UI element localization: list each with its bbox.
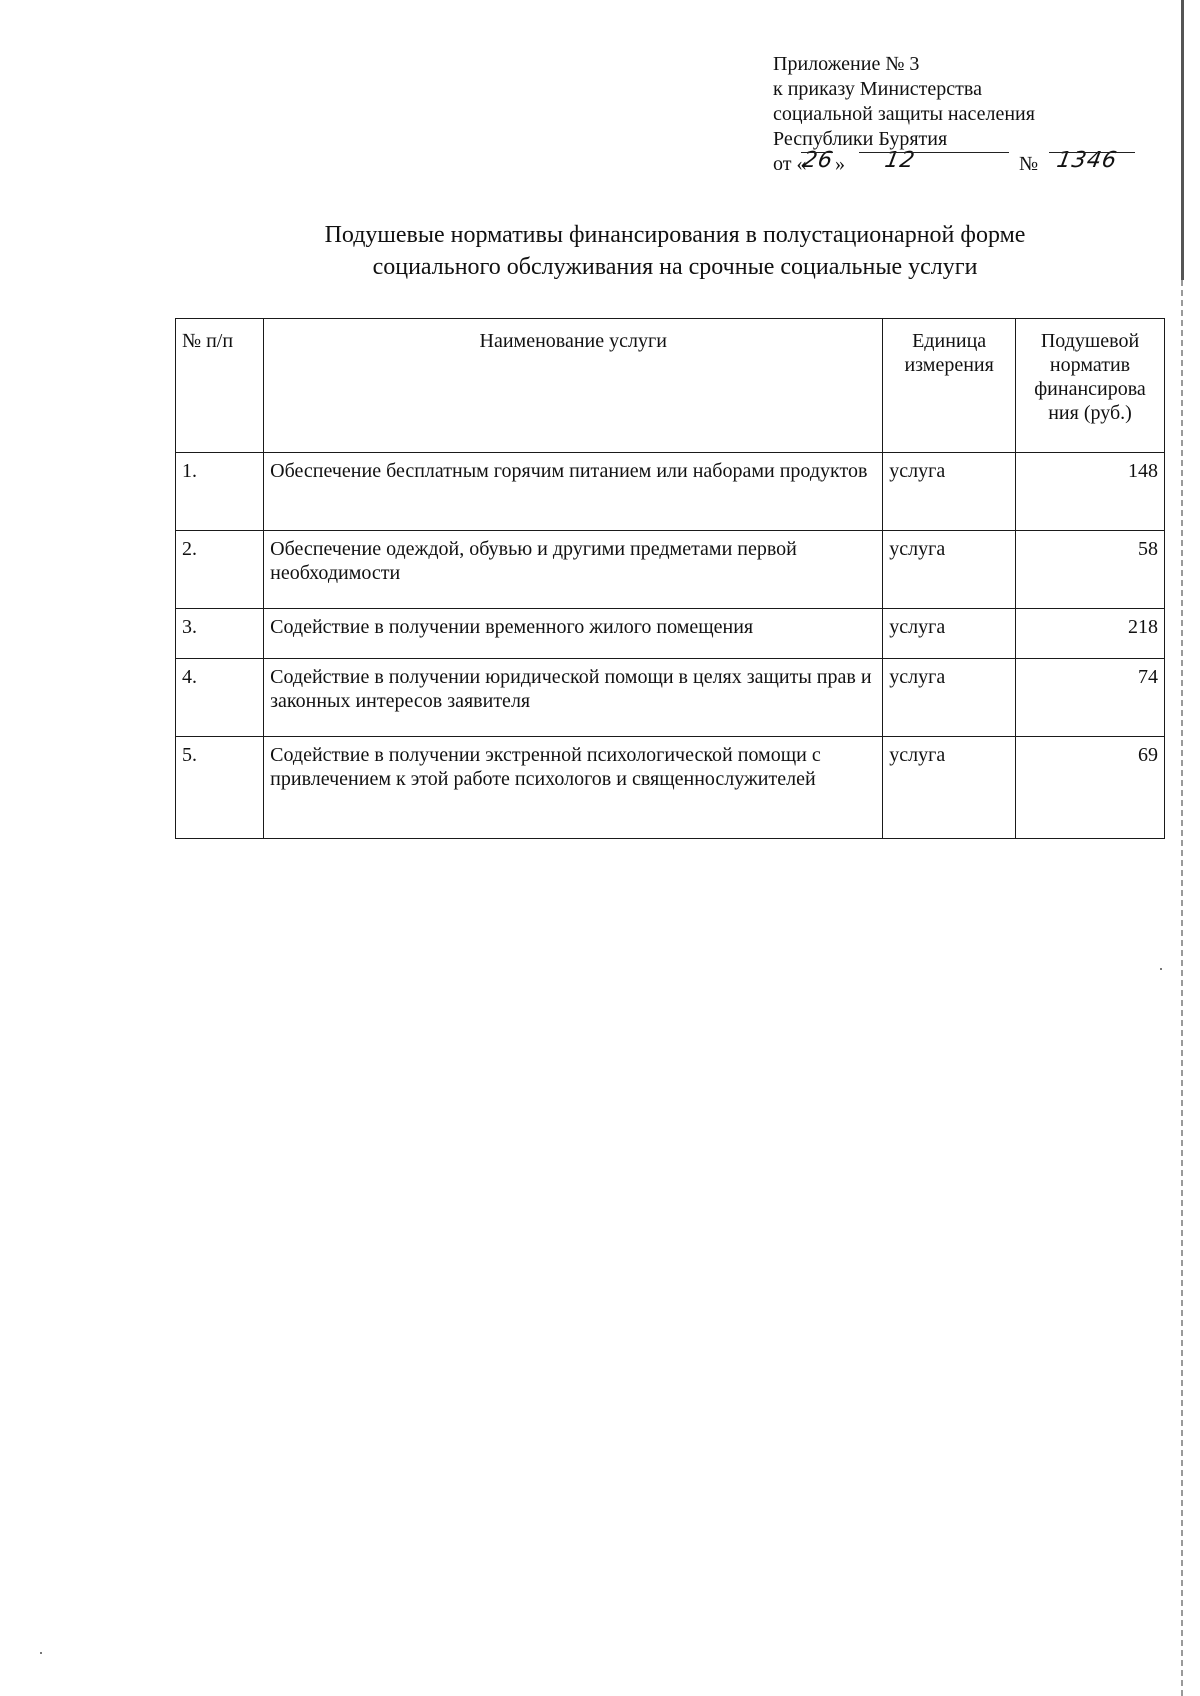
- appendix-line: Республики Бурятия: [773, 128, 948, 150]
- row-name: Обеспечение одеждой, обувью и другими предметами первой необходимости: [264, 531, 883, 609]
- table-header-row: [176, 319, 1165, 453]
- date-month-underline: [859, 152, 1009, 153]
- row-value: 74: [1016, 659, 1165, 737]
- table-row: [176, 531, 1165, 609]
- header-unit: Единица измерения: [883, 319, 1016, 453]
- number-underline: [1049, 152, 1135, 153]
- appendix-line: Приложение № 3: [773, 53, 920, 75]
- row-unit: услуга: [883, 531, 1016, 609]
- row-unit: услуга: [883, 453, 1016, 531]
- row-value: 58: [1016, 531, 1165, 609]
- number-label: №: [1019, 153, 1039, 175]
- row-num: 2.: [176, 531, 264, 609]
- header-num: № п/п: [176, 319, 264, 453]
- row-value: 218: [1016, 609, 1165, 659]
- row-value: 69: [1016, 737, 1165, 839]
- table-row: [176, 737, 1165, 839]
- row-name: Содействие в получении экстренной психологической помощи с привлечением к этой работе психологов и священнослужителей: [264, 737, 883, 839]
- row-num: 4.: [176, 659, 264, 737]
- row-name: Содействие в получении временного жилого помещения: [264, 609, 883, 659]
- row-unit: услуга: [883, 737, 1016, 839]
- date-prefix: от «: [773, 153, 807, 175]
- document-title: [170, 219, 1180, 283]
- order-date-row: [773, 148, 1133, 180]
- scan-speck: [1160, 968, 1162, 970]
- row-value: 148: [1016, 453, 1165, 531]
- row-unit: услуга: [883, 659, 1016, 737]
- appendix-line: социальной защиты населения: [773, 103, 1035, 125]
- date-month-handwritten: 12: [882, 148, 918, 173]
- row-num: 1.: [176, 453, 264, 531]
- header-name: Наименование услуги: [264, 319, 883, 453]
- table-row: [176, 659, 1165, 737]
- number-value-handwritten: 1346: [1054, 148, 1120, 173]
- date-mid: »: [835, 153, 845, 175]
- date-day-underline: [801, 152, 833, 153]
- row-num: 3.: [176, 609, 264, 659]
- header-value: Подушевой норматив финансирова ния (руб.): [1016, 319, 1165, 453]
- row-num: 5.: [176, 737, 264, 839]
- title-line-1: Подушевые нормативы финансирования в полустационарной форме: [324, 222, 1026, 248]
- scan-speck: [40, 1652, 42, 1654]
- appendix-header: [773, 52, 1133, 180]
- appendix-line: к приказу Министерства: [773, 78, 982, 100]
- table-row: [176, 453, 1165, 531]
- row-name: Обеспечение бесплатным горячим питанием или наборами продуктов: [264, 453, 883, 531]
- date-day-handwritten: 26: [800, 148, 836, 173]
- scan-edge-line-top: [1181, 0, 1184, 280]
- row-name: Содействие в получении юридической помощи в целях защиты прав и законных интересов заявителя: [264, 659, 883, 737]
- row-unit: услуга: [883, 609, 1016, 659]
- title-line-2: социального обслуживания на срочные социальные услуги: [372, 254, 978, 280]
- table-row: [176, 609, 1165, 659]
- norms-table: [175, 318, 1165, 839]
